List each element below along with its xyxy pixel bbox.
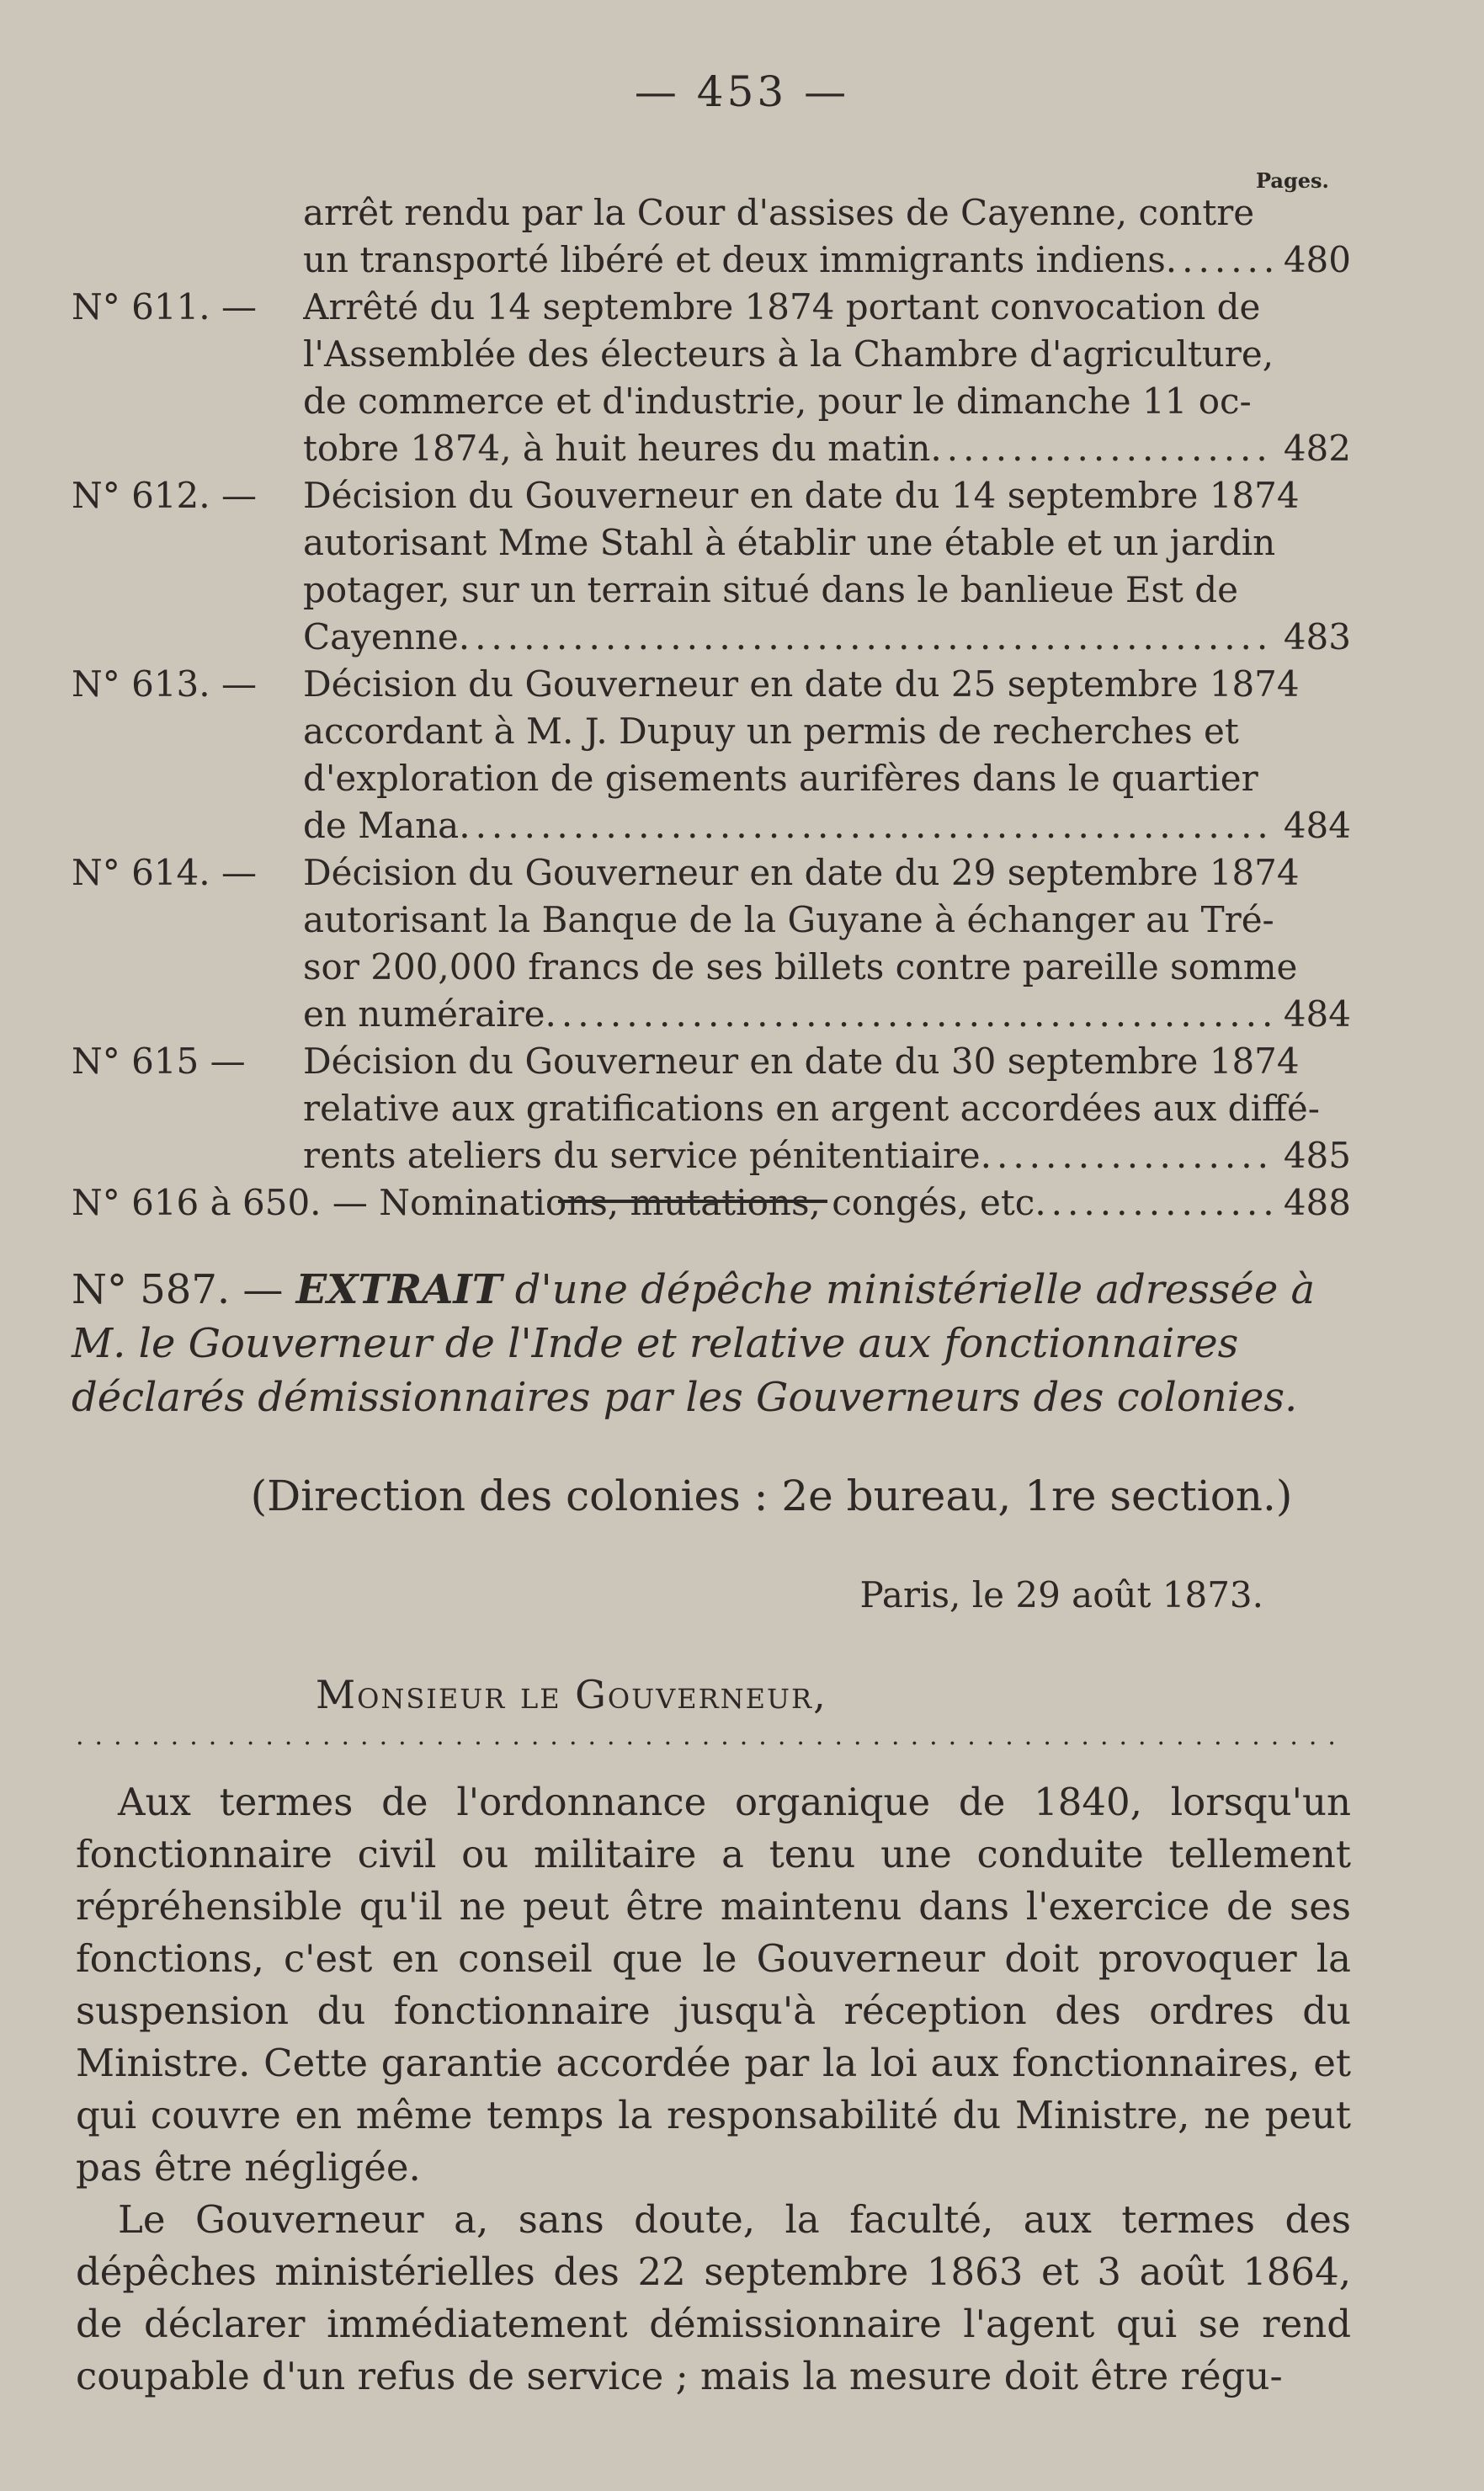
toc-line: de Mana	[303, 805, 460, 846]
pages-column-label: Pages.	[1256, 168, 1329, 193]
dateline: Paris, le 29 août 1873.	[859, 1574, 1263, 1615]
leader-dots	[459, 802, 1275, 849]
heading-extrait: EXTRAIT	[295, 1266, 503, 1313]
toc-entry-number: N° 613. —	[72, 663, 257, 705]
toc-page-number: 482	[1283, 428, 1351, 469]
toc-line: N° 616 à 650. — Nominations, mutations, congés, etc	[72, 1182, 1035, 1223]
toc-entry-number: N° 612. —	[72, 475, 257, 516]
toc-line: rents ateliers du service pénitentiaire	[303, 1135, 981, 1176]
body-text	[76, 1776, 1351, 2403]
heading-title: d'une dépêche ministérielle adressée à M. le Gouverneur de l'Inde et relative aux fonctionnaires déclarés démissionnaires par les Gouverneurs des colonies.	[72, 1266, 1316, 1421]
toc-line: Décision du Gouverneur en date du 29 septembre 1874	[303, 852, 1300, 893]
toc-page-number: 483	[1283, 616, 1351, 657]
toc-line: de commerce et d'industrie, pour le dimanche 11 oc-	[303, 381, 1252, 422]
toc-line: en numéraire	[303, 993, 545, 1035]
toc-entry	[72, 661, 1351, 849]
toc-entry-number: N° 615 —	[72, 1041, 246, 1082]
toc-line: Décision du Gouverneur en date du 14 septembre 1874	[303, 475, 1300, 516]
toc-line: autorisant la Banque de la Guyane à échanger au Tré-	[303, 899, 1274, 940]
toc-line: Cayenne	[303, 616, 459, 657]
page-number: — 453 —	[634, 67, 850, 116]
document-heading	[72, 1263, 1351, 1424]
paragraph: Le Gouverneur a, sans doute, la faculté, aux termes des dépêches ministérielles des 22 septembre 1863 et 3 août 1864, de déclarer immédiatement démissionnaire l'agent qui se rend coupable d'un refus de service ; mais la mesure doit être régu-	[76, 2197, 1351, 2398]
toc-entry	[72, 189, 1351, 284]
leader-dots	[930, 425, 1274, 472]
toc-line: autorisant Mme Stahl à établir une étable et un jardin	[303, 522, 1276, 563]
leader-dots	[1166, 237, 1275, 284]
toc-page-number: 484	[1283, 805, 1351, 846]
toc-entry	[72, 849, 1351, 1038]
toc-line: d'exploration de gisements aurifères dans le quartier	[303, 758, 1258, 799]
leader-dots	[981, 1132, 1275, 1179]
direction-line: (Direction des colonies : 2e bureau, 1re section.)	[250, 1472, 1293, 1520]
section-divider	[558, 1200, 827, 1203]
toc-line: arrêt rendu par la Cour d'assises de Cayenne, contre	[303, 192, 1255, 233]
toc-page-number: 488	[1283, 1182, 1351, 1223]
toc-page-number: 480	[1283, 239, 1351, 280]
toc-line: relative aux gratifications en argent accordées aux diffé-	[303, 1088, 1320, 1129]
toc-entry	[72, 1179, 1351, 1227]
toc-entry	[72, 472, 1351, 661]
leader-dots	[545, 991, 1275, 1038]
toc-line: tobre 1874, à huit heures du matin	[303, 428, 931, 469]
toc-line: Décision du Gouverneur en date du 30 septembre 1874	[303, 1041, 1300, 1082]
toc-entry-number: N° 614. —	[72, 852, 257, 893]
leader-dots	[1035, 1179, 1275, 1227]
table-of-contents	[72, 189, 1351, 1227]
toc-page-number: 484	[1283, 993, 1351, 1035]
toc-line: un transporté libéré et deux immigrants indiens	[303, 239, 1166, 280]
toc-entry-number: N° 611. —	[72, 286, 257, 327]
ellipsis-row	[76, 1738, 1338, 1750]
toc-entry	[72, 284, 1351, 472]
paragraph: Aux termes de l'ordonnance organique de 1840, lorsqu'un fonctionnaire civil ou militaire a tenu une conduite tellement répréhensible qu'il ne peut être maintenu dans l'exercice de ses fonctions, c'est en conseil que le Gouverneur doit provoquer la suspension du fonctionnaire jusqu'à réception des ordres du Ministre. Cette garantie accordée par la loi aux fonctionnaires, et qui couvre en même temps la responsabilité du Ministre, ne peut pas être négligée.	[76, 1780, 1351, 2190]
toc-line: sor 200,000 francs de ses billets contre pareille somme	[303, 946, 1298, 987]
toc-line: Arrêté du 14 septembre 1874 portant convocation de	[303, 286, 1261, 327]
toc-line: l'Assemblée des électeurs à la Chambre d'agriculture,	[303, 333, 1274, 375]
toc-line: potager, sur un terrain situé dans le banlieue Est de	[303, 569, 1239, 610]
toc-entry	[72, 1038, 1351, 1179]
leader-dots	[459, 614, 1275, 661]
toc-line: accordant à M. J. Dupuy un permis de recherches et	[303, 711, 1239, 752]
toc-line: Décision du Gouverneur en date du 25 septembre 1874	[303, 663, 1300, 705]
salutation: Monsieur le Gouverneur,	[316, 1672, 827, 1717]
heading-number: N° 587. —	[72, 1266, 284, 1313]
toc-page-number: 485	[1283, 1135, 1351, 1176]
